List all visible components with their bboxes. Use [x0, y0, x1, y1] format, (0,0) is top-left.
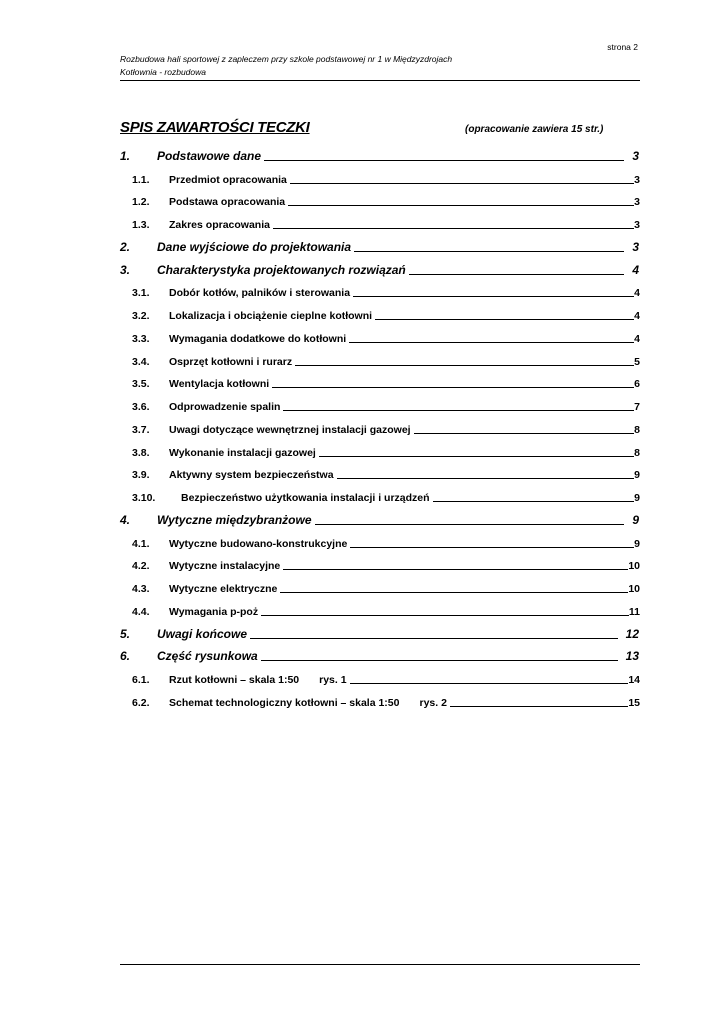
table-of-contents — [120, 143, 640, 712]
toc-leader-line — [450, 706, 628, 707]
toc-entry-page: 3 — [634, 173, 640, 186]
toc-entry-page: 8 — [634, 423, 640, 436]
toc-entry-number: 1. — [120, 148, 131, 163]
toc-entry-number: 3.2. — [132, 310, 150, 322]
toc-subsection-entry — [120, 462, 640, 485]
toc-entry-page: 3 — [634, 196, 640, 209]
toc-entry-number: 6. — [120, 649, 131, 664]
toc-section-entry — [120, 257, 640, 280]
toc-leader-line — [280, 592, 628, 593]
toc-leader-line — [433, 501, 635, 502]
toc-entry-page: 13 — [625, 649, 639, 664]
toc-entry-number: 3.3. — [132, 332, 150, 345]
toc-entry-number: 1.3. — [132, 219, 150, 231]
toc-leader-line — [349, 342, 634, 343]
toc-entry-page: 10 — [628, 560, 640, 573]
toc-entry-number: 1.2. — [132, 196, 150, 209]
toc-entry-page: 3 — [632, 239, 639, 254]
toc-entry-drawing-ref: rys. 2 — [419, 696, 447, 709]
toc-section-entry — [120, 644, 640, 667]
toc-subsection-entry — [120, 211, 640, 234]
toc-entry-label: Osprzęt kotłowni i rurarz — [169, 355, 293, 368]
toc-entry-number: 4.4. — [132, 605, 150, 618]
toc-entry-number: 5. — [120, 626, 131, 641]
toc-leader-line — [350, 547, 634, 548]
toc-entry-number: 4.1. — [132, 537, 150, 550]
toc-entry-page: 9 — [634, 537, 640, 550]
toc-subsection-entry — [120, 439, 640, 462]
toc-subsection-entry — [120, 575, 640, 598]
toc-leader-line — [261, 660, 618, 661]
toc-entry-label: Wytyczne elektryczne — [169, 583, 278, 595]
toc-entry-page: 8 — [634, 446, 640, 459]
toc-entry-number: 6.2. — [132, 696, 150, 709]
toc-leader-line — [353, 296, 634, 297]
toc-entry-number: 3.6. — [132, 401, 150, 413]
toc-entry-label: Charakterystyka projektowanych rozwiązań — [157, 262, 406, 277]
toc-subsection-entry — [120, 530, 640, 553]
toc-entry-page: 15 — [628, 696, 640, 709]
toc-entry-number: 3.1. — [132, 287, 150, 300]
toc-entry-label: Podstawa opracowania — [169, 196, 286, 209]
toc-subsection-entry — [120, 166, 640, 189]
toc-entry-number: 6.1. — [132, 674, 150, 686]
toc-subsection-entry — [120, 189, 640, 212]
toc-section-entry — [120, 143, 640, 166]
header-project-title: Rozbudowa hali sportowej z zapleczem przy szkole podstawowej nr 1 w Międzyzdrojach — [120, 54, 453, 64]
toc-leader-line — [250, 638, 618, 639]
toc-entry-label: Wymagania p-poż — [169, 605, 259, 618]
toc-entry-label: Wykonanie instalacji gazowej — [169, 446, 316, 459]
toc-subsection-entry — [120, 280, 640, 303]
toc-entry-page: 4 — [634, 310, 640, 322]
toc-entry-page: 9 — [632, 512, 639, 527]
toc-subsection-entry — [120, 393, 640, 416]
toc-entry-number: 3.8. — [132, 446, 150, 459]
toc-entry-page: 11 — [628, 605, 640, 618]
document-header — [120, 53, 640, 81]
toc-entry-page: 4 — [632, 262, 639, 277]
toc-entry-page: 9 — [634, 469, 640, 482]
toc-subsection-entry — [120, 348, 640, 371]
toc-entry-label: Wentylacja kotłowni — [169, 378, 270, 391]
toc-leader-line — [350, 683, 629, 684]
toc-entry-page: 7 — [634, 401, 640, 413]
toc-leader-line — [273, 228, 634, 229]
toc-entry-number: 3.9. — [132, 469, 150, 482]
toc-subsection-entry — [120, 666, 640, 689]
toc-entry-label: Wytyczne budowano-konstrukcyjne — [169, 537, 348, 550]
toc-entry-label: Przedmiot opracowania — [169, 173, 287, 186]
toc-section-entry — [120, 234, 640, 257]
toc-section-entry — [120, 621, 640, 644]
toc-section-entry — [120, 507, 640, 530]
footer-divider — [120, 964, 640, 965]
toc-entry-label: Aktywny system bezpieczeństwa — [169, 469, 334, 482]
toc-page-count-note: (opracowanie zawiera 15 str.) — [465, 124, 604, 135]
toc-entry-page: 6 — [634, 378, 640, 391]
toc-entry-label: Lokalizacja i obciążenie cieplne kotłowni — [169, 310, 373, 322]
toc-leader-line — [272, 387, 634, 388]
toc-leader-line — [264, 160, 624, 161]
toc-subsection-entry — [120, 302, 640, 325]
toc-subsection-entry — [120, 416, 640, 439]
toc-title-row — [120, 119, 640, 139]
toc-leader-line — [315, 524, 625, 525]
toc-entry-page: 4 — [634, 332, 640, 345]
toc-leader-line — [283, 569, 628, 570]
toc-entry-label: Dobór kotłów, palników i sterowania — [169, 287, 351, 300]
toc-entry-number: 2. — [120, 239, 131, 254]
toc-entry-number: 4.3. — [132, 583, 150, 595]
toc-entry-number: 4. — [120, 512, 131, 527]
toc-leader-line — [354, 251, 624, 252]
toc-entry-label: Rzut kotłowni – skala 1:50 — [169, 674, 300, 686]
toc-entry-number: 1.1. — [132, 173, 150, 186]
toc-entry-label: Wymagania dodatkowe do kotłowni — [169, 332, 347, 345]
toc-entry-number: 3.5. — [132, 378, 150, 391]
toc-entry-label: Uwagi końcowe — [157, 626, 248, 641]
toc-entry-page: 12 — [625, 626, 639, 641]
toc-entry-label: Schemat technologiczny kotłowni – skala 1:50 — [169, 696, 400, 709]
toc-entry-number: 4.2. — [132, 560, 150, 573]
toc-title: SPIS ZAWARTOŚCI TECZKI — [120, 119, 310, 136]
toc-entry-label: Dane wyjściowe do projektowania — [157, 239, 352, 254]
toc-subsection-entry — [120, 553, 640, 576]
page-number: strona 2 — [607, 42, 638, 52]
toc-leader-line — [261, 615, 629, 616]
toc-entry-label: Zakres opracowania — [169, 219, 270, 231]
toc-subsection-entry — [120, 325, 640, 348]
toc-entry-label: Wytyczne międzybranżowe — [157, 512, 312, 527]
toc-entry-page: 3 — [632, 148, 639, 163]
toc-entry-page: 14 — [628, 674, 640, 686]
toc-leader-line — [288, 205, 634, 206]
toc-entry-number: 3.4. — [132, 355, 150, 368]
toc-subsection-entry — [120, 689, 640, 712]
toc-entry-label: Bezpieczeństwo użytkowania instalacji i urządzeń — [181, 492, 430, 504]
toc-subsection-entry — [120, 484, 640, 507]
toc-entry-page: 5 — [634, 355, 640, 368]
toc-entry-number: 3.10. — [132, 492, 156, 504]
toc-entry-label: Odprowadzenie spalin — [169, 401, 281, 413]
toc-leader-line — [319, 456, 634, 457]
toc-entry-page: 4 — [634, 287, 640, 300]
toc-leader-line — [290, 183, 634, 184]
toc-entry-number: 3.7. — [132, 423, 150, 436]
toc-entry-label: Część rysunkowa — [157, 649, 258, 664]
toc-entry-drawing-ref: rys. 1 — [319, 674, 347, 686]
toc-leader-line — [375, 319, 634, 320]
toc-entry-page: 9 — [634, 492, 640, 504]
toc-leader-line — [414, 433, 635, 434]
toc-leader-line — [283, 410, 634, 411]
toc-leader-line — [337, 478, 635, 479]
toc-entry-page: 3 — [634, 219, 640, 231]
toc-leader-line — [295, 365, 634, 366]
toc-subsection-entry — [120, 371, 640, 394]
toc-entry-label: Podstawowe dane — [157, 148, 262, 163]
toc-entry-page: 10 — [628, 583, 640, 595]
toc-entry-label: Uwagi dotyczące wewnętrznej instalacji gazowej — [169, 423, 411, 436]
header-section-title: Kotłownia - rozbudowa — [120, 67, 206, 77]
toc-subsection-entry — [120, 598, 640, 621]
toc-entry-number: 3. — [120, 262, 131, 277]
toc-leader-line — [409, 274, 625, 275]
toc-entry-label: Wytyczne instalacyjne — [169, 560, 281, 573]
